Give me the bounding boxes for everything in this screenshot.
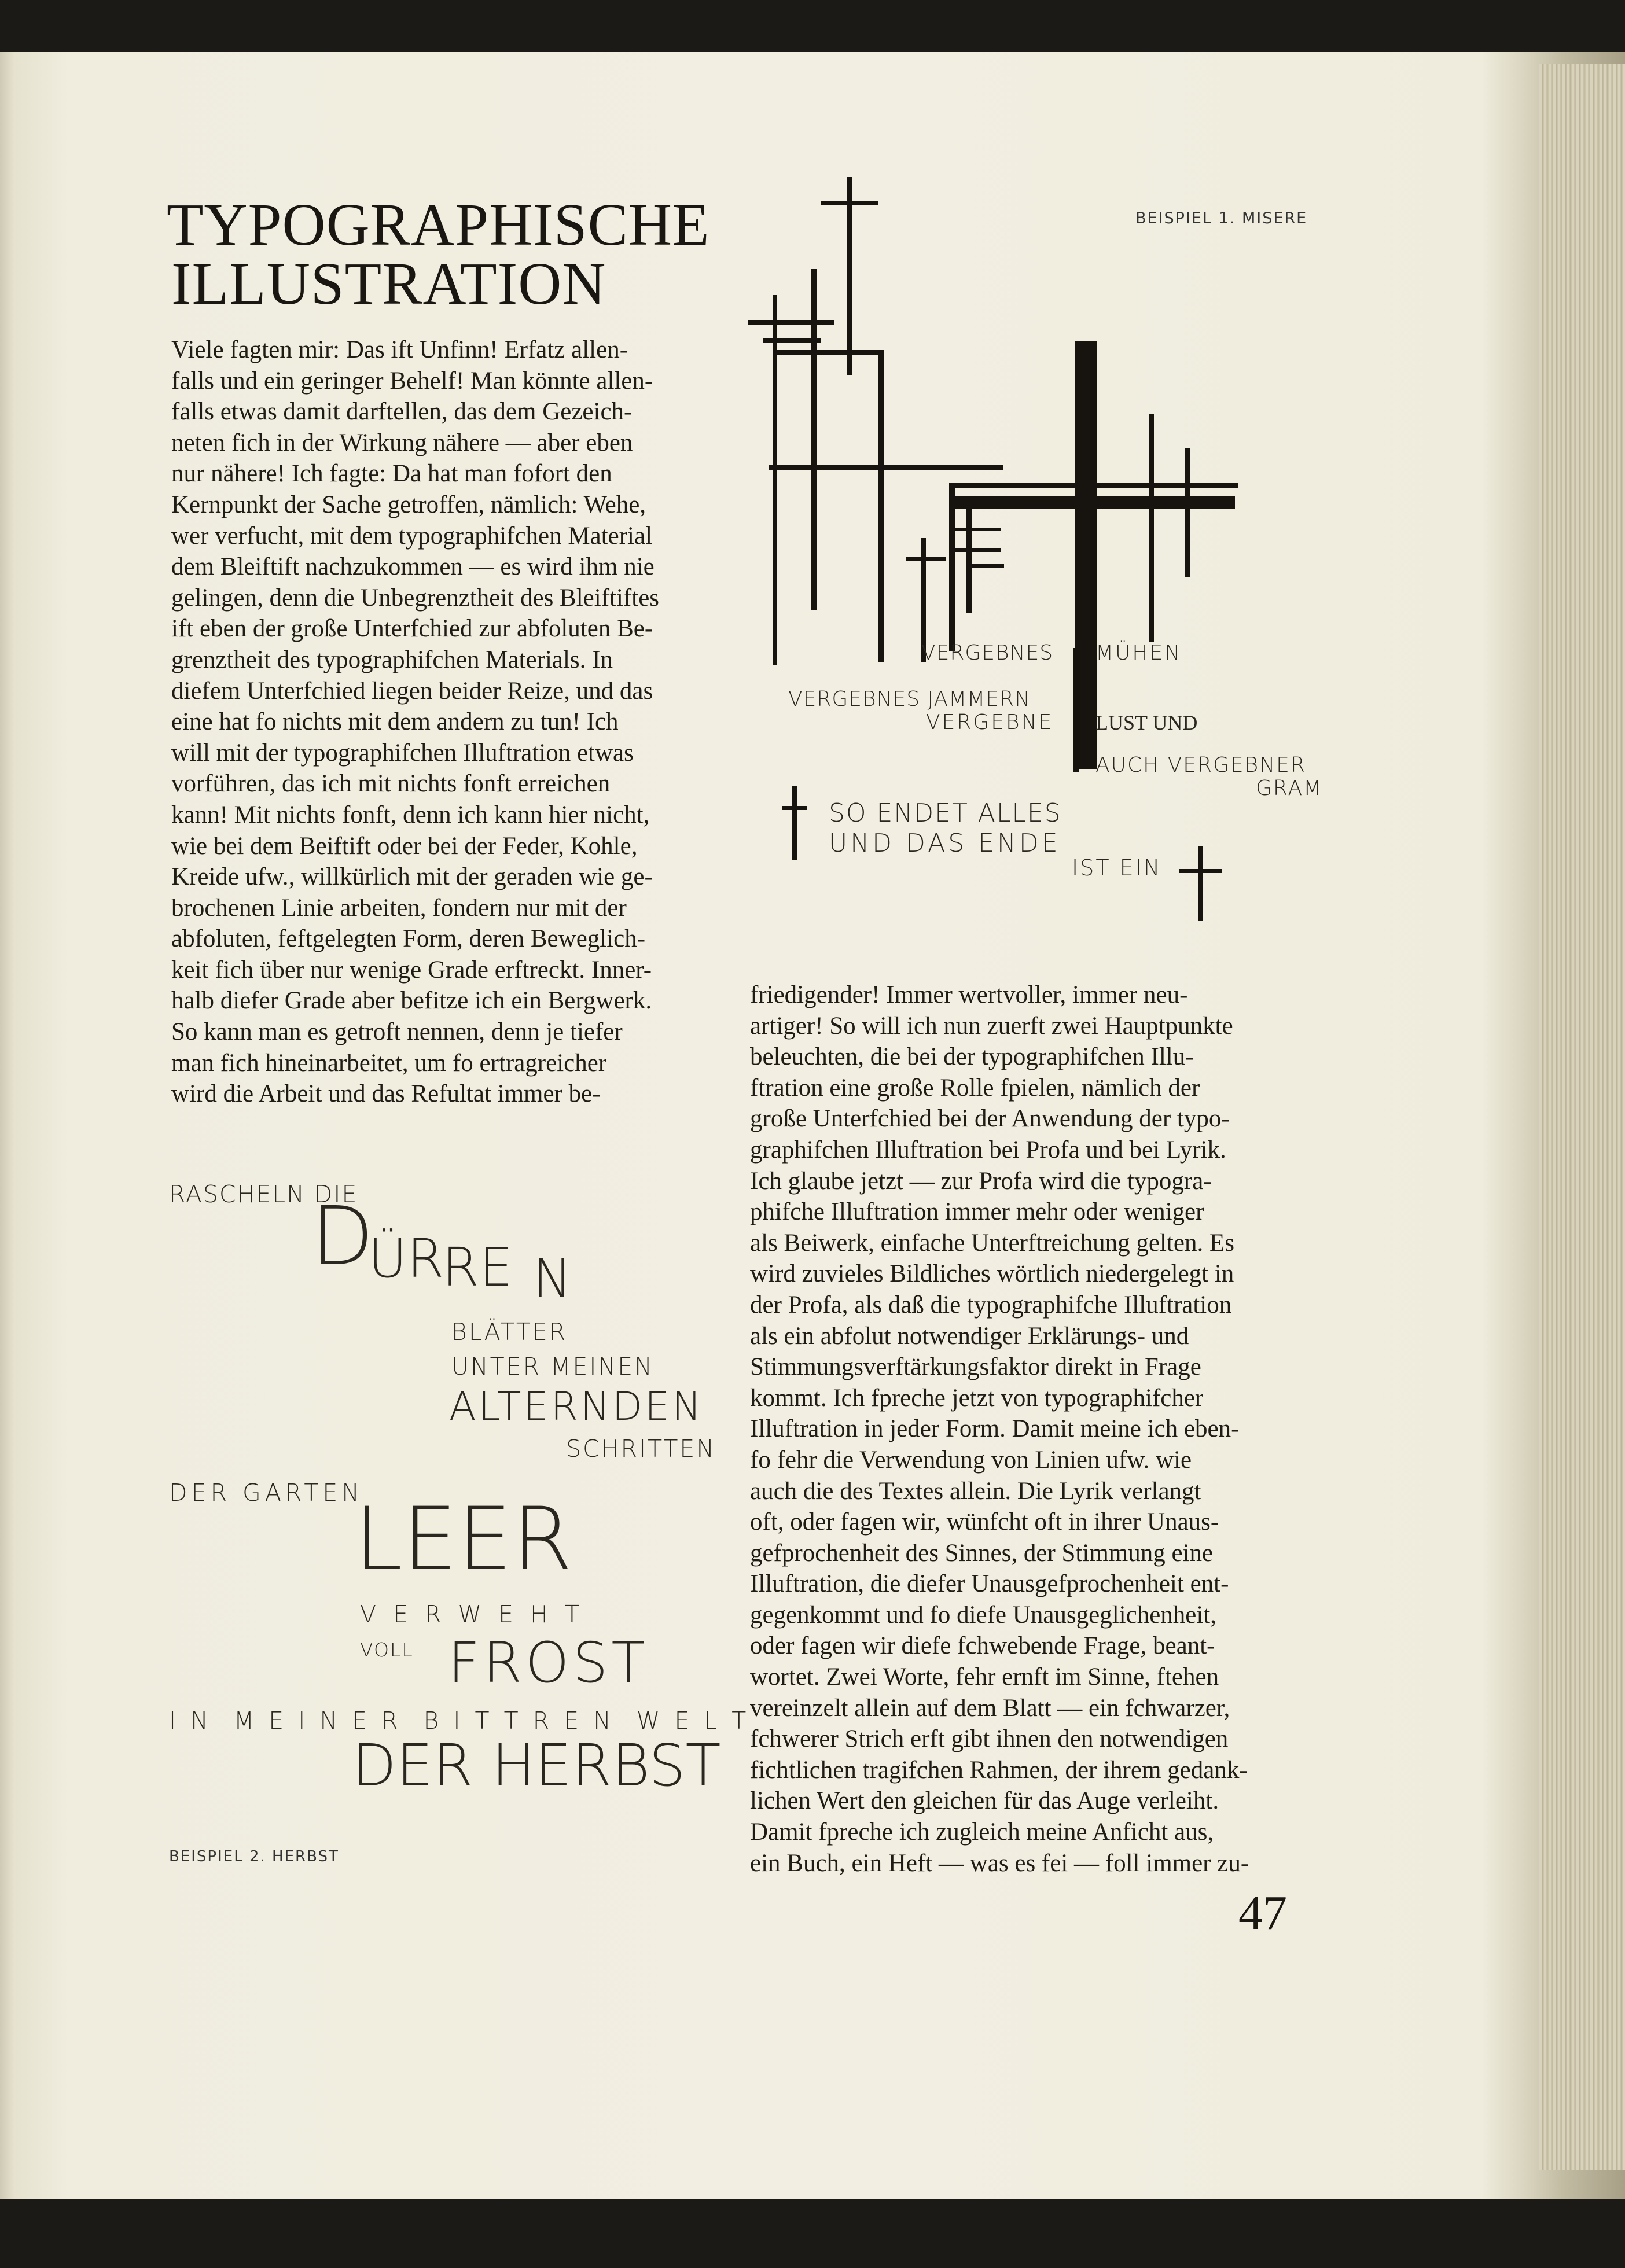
cross-stroke xyxy=(1149,414,1154,642)
scan-background-top xyxy=(0,0,1625,52)
cross-stroke xyxy=(847,177,852,375)
article-title-line1: TYPOGRAPHISCHE xyxy=(167,192,710,258)
poem-letter: N xyxy=(532,1248,572,1310)
body-text-line: wird die Arbeit und das Refultat immer be- xyxy=(171,1080,601,1108)
body-text-line: lichen Wert den gleichen für das Auge verleiht. xyxy=(750,1787,1219,1815)
poem-word-large: LEER xyxy=(354,1489,573,1590)
poem-line: DER GARTEN xyxy=(169,1479,363,1507)
poem-word-large: FROST xyxy=(448,1630,649,1695)
body-text-line: neten fich in der Wirkung nähere — aber eben xyxy=(171,429,633,456)
article-title-line2: ILLUSTRATION xyxy=(171,251,606,317)
cross-stroke xyxy=(763,338,821,343)
body-text-line: Ich glaube jetzt — zur Profa wird die typogra- xyxy=(750,1167,1212,1195)
poem-line: ALTERNDEN xyxy=(449,1384,704,1430)
body-text-line: artiger! So will ich nun zuerft zwei Hauptpunkte xyxy=(750,1012,1233,1040)
poem-line: VOLL xyxy=(360,1639,414,1661)
cross-stroke xyxy=(769,465,1003,470)
cross-stroke xyxy=(966,503,972,613)
cross-stroke xyxy=(1073,648,1079,772)
misere-word: GRAM xyxy=(1256,776,1323,800)
body-text-line: wie bei dem Beiftift oder bei der Feder, Kohle, xyxy=(171,832,638,860)
body-text-line: fichtlichen tragifchen Rahmen, der ihrem gedank- xyxy=(750,1756,1248,1784)
body-text-line: eine hat fo nichts mit dem andern zu tun! Ich xyxy=(171,708,619,736)
small-cross-right-arm xyxy=(1179,869,1222,873)
body-text-line: große Unterfchied bei der Anwendung der typo- xyxy=(750,1105,1230,1133)
body-text-line: gelingen, denn die Unbegrenztheit des Bleiftiftes xyxy=(171,584,660,612)
body-text-line: ftration eine große Rolle fpielen, nämlich der xyxy=(750,1074,1200,1102)
body-text-line: wer verfucht, mit dem typographifchen Material xyxy=(171,522,653,550)
misere-word: MÜHEN xyxy=(1095,641,1182,665)
poem-line: BLÄTTER xyxy=(451,1318,568,1346)
poem-letter: ÜR xyxy=(368,1228,444,1290)
small-cross-right xyxy=(1198,846,1203,921)
body-text-line: als ein abfolut notwendiger Erklärungs- und xyxy=(750,1322,1189,1350)
misere-word: VERGEBNES xyxy=(921,641,1054,665)
cross-stroke xyxy=(777,350,882,355)
misere-word: SO ENDET ALLES xyxy=(829,798,1062,828)
body-text-line: Illuftration in jeder Form. Damit meine ich eben- xyxy=(750,1415,1240,1443)
body-text-line: So kann man es getroft nennen, denn je tiefer xyxy=(171,1018,623,1046)
body-text-line: keit fich über nur wenige Grade erftreckt. Inner- xyxy=(171,956,652,984)
body-text-line: Kernpunkt der Sache getroffen, nämlich: Wehe, xyxy=(171,491,646,518)
misere-word: IST EIN xyxy=(1072,855,1162,881)
body-text-line: graphifchen Illuftration bei Profa und bei Lyrik. xyxy=(750,1136,1226,1164)
cross-stroke xyxy=(878,350,884,662)
misere-word: AUCH VERGEBNER xyxy=(1095,753,1306,777)
misere-word: LUST UND xyxy=(1095,711,1198,734)
small-cross-left xyxy=(792,786,797,860)
cross-stroke xyxy=(748,320,834,325)
cross-stroke xyxy=(954,548,1001,552)
page-number: 47 xyxy=(1238,1886,1287,1940)
body-text-line: der Profa, als daß die typographifche Illuftration xyxy=(750,1291,1232,1319)
body-text-line: vereinzelt allein auf dem Blatt — ein fchwarzer, xyxy=(750,1694,1230,1722)
cross-stroke xyxy=(821,201,878,205)
body-text-line: brochenen Linie arbeiten, fondern nur mit der xyxy=(171,894,627,922)
poem-letter: RE xyxy=(442,1236,513,1298)
body-text-line: halb diefer Grade aber befitze ich ein Bergwerk. xyxy=(171,987,652,1015)
cross-stroke xyxy=(954,528,1001,531)
misere-word: UND DAS ENDE xyxy=(829,829,1061,858)
body-text-line: will mit der typographifchen Illuftration etwas xyxy=(171,739,634,767)
body-text-line: phifche Illuftration immer mehr oder weniger xyxy=(750,1198,1204,1226)
poem-word-large: DER HERBST xyxy=(352,1732,721,1799)
scan-background-bottom xyxy=(0,2199,1625,2268)
example1-caption: BEISPIEL 1. MISERE xyxy=(1135,209,1308,227)
page-edges xyxy=(1539,64,1625,2170)
body-text-line: dem Bleiftift nachzukommen — es wird ihm nie xyxy=(171,553,655,581)
body-text-line: beleuchten, die bei der typographifchen Illu- xyxy=(750,1043,1194,1071)
cross-stroke xyxy=(906,557,946,561)
body-text-line: oder fagen wir diefe fchwebende Frage, beant- xyxy=(750,1632,1215,1660)
body-text-line: falls etwas damit darftellen, das dem Gezeich- xyxy=(171,398,633,426)
body-text-line: ift eben der große Unterfchied zur abfoluten Be- xyxy=(171,615,653,643)
body-text-right-column xyxy=(750,980,1304,1879)
misere-word: VERGEBNE xyxy=(926,710,1054,734)
body-text-line: Kreide ufw., willkürlich mit der geraden wie ge- xyxy=(171,863,653,891)
body-text-line: diefem Unterfchied liegen beider Reize, und das xyxy=(171,677,653,705)
body-text-line: kommt. Ich fpreche jetzt von typographifcher xyxy=(750,1384,1204,1412)
body-text-line: auch die des Textes allein. Die Lyrik verlangt xyxy=(750,1477,1201,1505)
body-text-line: gegenkommt und fo diefe Unausgeglichenheit, xyxy=(750,1601,1217,1629)
poem-line: V E R W E H T xyxy=(360,1600,584,1628)
cross-stroke xyxy=(1185,448,1190,577)
misere-word: VERGEBNES JAMMERN xyxy=(788,687,1031,711)
body-text-line: Illuftration, die diefer Unausgefprochenheit ent- xyxy=(750,1570,1229,1598)
small-cross-left-arm xyxy=(782,806,807,810)
body-text-line: abfoluten, feftgelegten Form, deren Beweglich- xyxy=(171,925,646,953)
body-text-line: vorführen, das ich mit nichts fonft erreichen xyxy=(171,770,611,798)
body-text-line: falls und ein geringer Behelf! Man könnte allen- xyxy=(171,367,653,395)
body-text-line: nur nähere! Ich fagte: Da hat man fofort den xyxy=(171,460,612,488)
example2-caption: BEISPIEL 2. HERBST xyxy=(169,1848,339,1865)
body-text-line: ein Buch, ein Heft — was es fei — foll immer zu- xyxy=(750,1849,1249,1877)
cross-stroke xyxy=(972,564,1004,568)
poem-line: UNTER MEINEN xyxy=(451,1353,654,1380)
body-text-line: kann! Mit nichts fonft, denn ich kann hier nicht, xyxy=(171,801,650,829)
body-text-line: oft, oder fagen wir, wünfcht oft in ihrer Unaus- xyxy=(750,1508,1219,1536)
body-text-line: wortet. Zwei Worte, fehr ernft im Sinne, ftehen xyxy=(750,1663,1219,1691)
body-text-line: als Beiwerk, einfache Unterftreichung gelten. Es xyxy=(750,1229,1234,1257)
poem-line: I N M E I N E R B I T T R E N W E L T xyxy=(169,1707,750,1735)
body-text-line: fchwerer Strich erft gibt ihnen den notwendigen xyxy=(750,1725,1229,1753)
poem-line: RASCHELN DIE xyxy=(169,1180,358,1208)
body-text-line: wird zuvieles Bildliches wörtlich niedergelegt in xyxy=(750,1260,1234,1288)
body-text-line: Viele fagten mir: Das ift Unfinn! Erfatz allen- xyxy=(171,336,628,363)
body-text-line: gefprochenheit des Sinnes, der Stimmung eine xyxy=(750,1539,1214,1567)
body-text-line: friedigender! Immer wertvoller, immer neu- xyxy=(750,981,1188,1008)
poem-line: SCHRITTEN xyxy=(566,1435,716,1463)
body-text-line: man fich hineinarbeitet, um fo ertragreicher xyxy=(171,1049,607,1077)
body-text-line: Stimmungsverftärkungsfaktor direkt in Frage xyxy=(750,1353,1201,1381)
body-text-line: grenztheit des typographifchen Materials. In xyxy=(171,646,613,673)
body-text-left-column xyxy=(171,334,726,1110)
poem-letter: D xyxy=(311,1190,374,1284)
body-text-line: Damit fpreche ich zugleich meine Anficht aus, xyxy=(750,1818,1214,1846)
body-text-line: fo fehr die Verwendung von Linien ufw. wie xyxy=(750,1446,1192,1474)
